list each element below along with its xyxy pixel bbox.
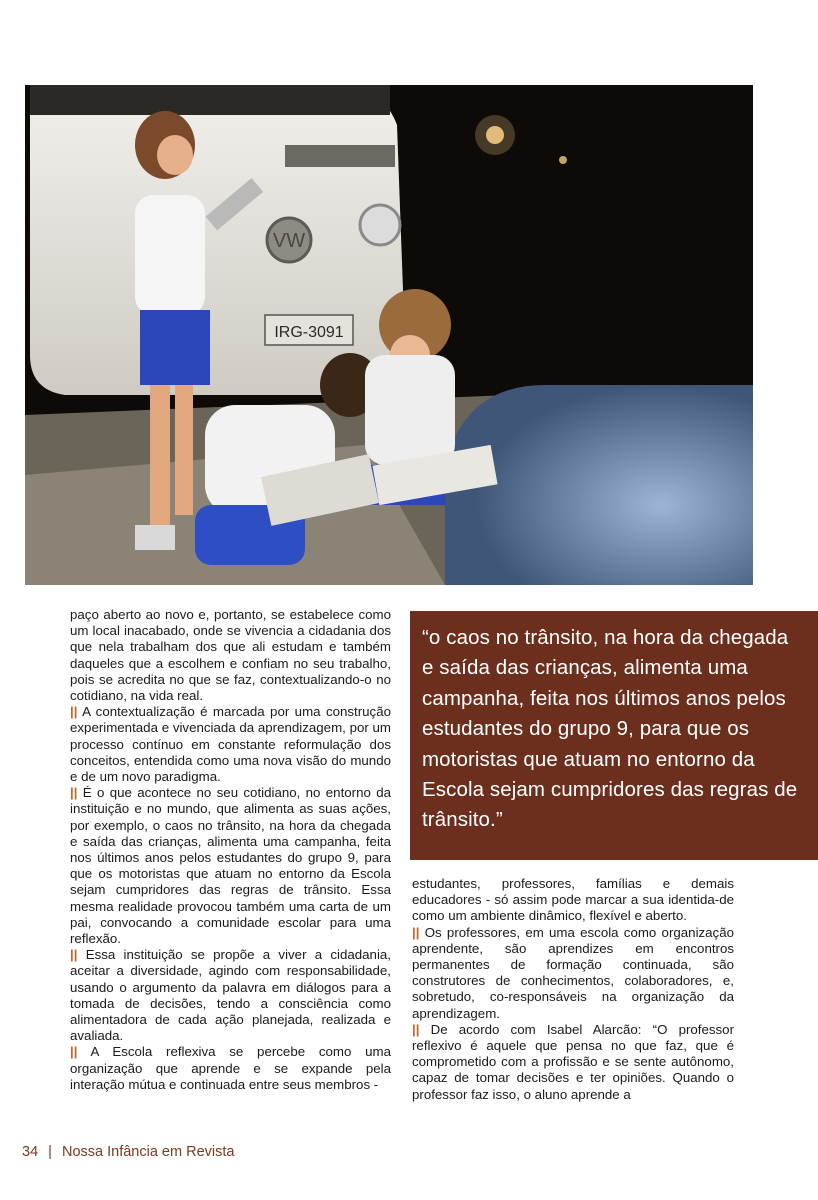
van-shape <box>30 90 405 395</box>
paragraph-marker: || <box>412 924 420 940</box>
article-column-right <box>412 876 734 1103</box>
paragraph: estudantes, professores, famílias e demais educadores - só assim pode marcar a sua identida-de como um ambiente dinâmico, flexível e aberto. <box>412 876 734 924</box>
article-column-left <box>70 607 391 1093</box>
paragraph: || É o que acontece no seu cotidiano, no entorno da instituição e no mundo, que alimenta as suas ações, por exemplo, o caos no trânsito, na hora da chegada e saída das crianças, alimenta uma campanha, feita nos últimos anos pelos estudantes do grupo 9, para que os motoristas que atuam no entorno da Escola sejam cumpridores das regras de trânsito. Essa mesma realidade provocou também uma carta de um pai, convocando a comunidade escolar para uma reflexão. <box>70 785 391 947</box>
paragraph-marker: || <box>70 704 78 720</box>
paragraph: || Essa instituição se propõe a viver a cidadania, aceitar a diversidade, agindo com responsabilidade, usando o argumento da palavra em diálogos para a tomada de decisões, tendo a consciência como alimentadora de cada ação planejada, realizada e avaliada. <box>70 947 391 1044</box>
paragraph: || A contextualização é marcada por uma construção experimentada e vivenciada da aprendizagem, por um processo contínuo em constante reformulação dos conceitos, entendida como uma nova visão do mundo e de um novo paradigma. <box>70 704 391 785</box>
paragraph: paço aberto ao novo e, portanto, se estabelece como um local inacabado, onde se vivencia a cidadania dos que nela trabalham dos que ali estudam e também daqueles que a escolhem e confiam no seu trabalho, pois se acredita no que se faz, contextualizando-o no cotidiano, na vida real. <box>70 607 391 704</box>
page-footer <box>22 1144 234 1160</box>
paragraph: || Os professores, em uma escola como organização aprendente, são aprendizes em encontros permanentes de formação continuada, são construtores de conhecimentos, colaboradores, e, sobretudo, co-responsáveis na organização da aprendizagem. <box>412 924 735 1021</box>
paragraph: || De acordo com Isabel Alarcão: “O professor reflexivo é aquele que pensa no que faz, que é comprometido com a profissão e se sente autônomo, capaz de tomar decisões e ter opiniões. Quando o professor faz isso, o aluno aprende a <box>412 1021 734 1102</box>
license-plate: IRG-3091 <box>274 324 344 341</box>
photo-illustration <box>25 85 753 585</box>
paragraph-marker: || <box>412 1021 420 1037</box>
publication-name: Nossa Infância em Revista <box>61 1144 235 1160</box>
paragraph-marker: || <box>70 1044 78 1060</box>
paragraph: || A Escola reflexiva se percebe como uma organização que aprende e se expande pela interação mútua e continuada entre seus membros - <box>70 1044 391 1092</box>
footer-separator: | <box>48 1144 52 1160</box>
page-number: 34 <box>22 1144 39 1160</box>
svg-text:VW: VW <box>272 230 306 252</box>
pull-quote-box <box>410 611 818 860</box>
paragraph-marker: || <box>70 947 78 963</box>
article-photo <box>25 85 753 585</box>
pull-quote-text: “o caos no trânsito, na hora da chegada e saída das crianças, alimenta uma campanha, feita nos últimos anos pelos estudantes do grupo 9, para que os motoristas que atuam no entorno da Escola sejam cumpridores das regras de trânsito.” <box>422 626 798 832</box>
paragraph-marker: || <box>70 785 78 801</box>
